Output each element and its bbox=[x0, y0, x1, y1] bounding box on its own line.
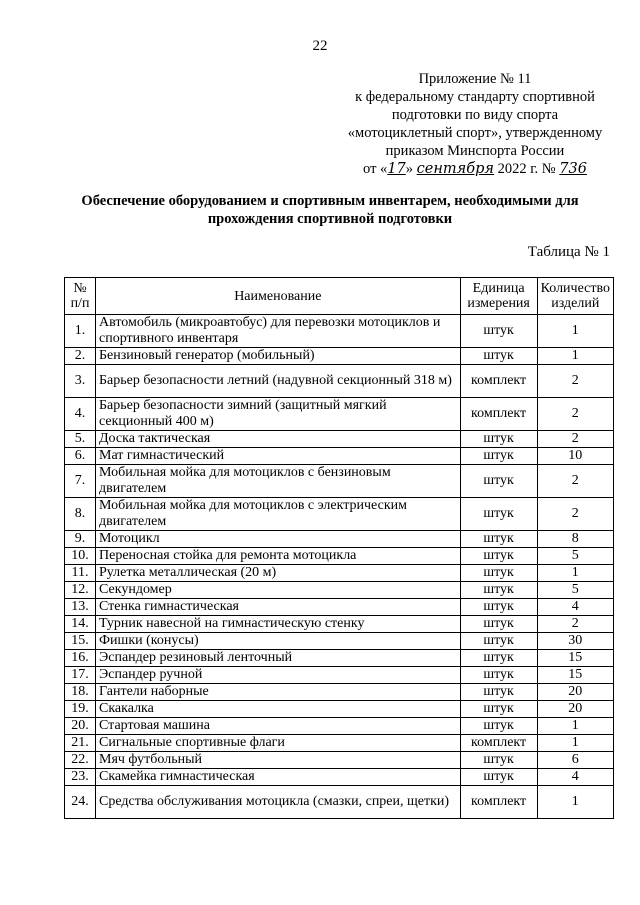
row-name: Автомобиль (микроавтобус) для перевозки мотоциклов и спортивного инвентаря bbox=[96, 315, 461, 348]
row-quantity: 2 bbox=[537, 616, 613, 633]
row-name: Рулетка металлическая (20 м) bbox=[96, 565, 461, 582]
table-row bbox=[65, 498, 614, 531]
row-unit: штук bbox=[460, 498, 537, 531]
row-unit: штук bbox=[460, 599, 537, 616]
row-quantity: 15 bbox=[537, 667, 613, 684]
table-row bbox=[65, 548, 614, 565]
table-row bbox=[65, 701, 614, 718]
table-row bbox=[65, 431, 614, 448]
row-quantity: 1 bbox=[537, 718, 613, 735]
row-quantity: 8 bbox=[537, 531, 613, 548]
row-quantity: 1 bbox=[537, 786, 613, 819]
row-number: 16. bbox=[65, 650, 96, 667]
row-number: 14. bbox=[65, 616, 96, 633]
table-row bbox=[65, 616, 614, 633]
row-quantity: 2 bbox=[537, 498, 613, 531]
table-body bbox=[65, 315, 614, 819]
table-label: Таблица № 1 bbox=[527, 244, 610, 260]
table-row bbox=[65, 348, 614, 365]
appendix-date-line bbox=[330, 160, 620, 178]
row-unit: штук bbox=[460, 448, 537, 465]
row-name: Барьер безопасности летний (надувной секционный 318 м) bbox=[96, 365, 461, 398]
appendix-number: Приложение № 11 bbox=[418, 71, 532, 87]
row-quantity: 1 bbox=[537, 315, 613, 348]
date-prefix: от « bbox=[363, 161, 388, 177]
row-unit: штук bbox=[460, 582, 537, 599]
row-number: 5. bbox=[65, 431, 96, 448]
table-row bbox=[65, 735, 614, 752]
row-number: 13. bbox=[65, 599, 96, 616]
row-quantity: 1 bbox=[537, 565, 613, 582]
row-quantity: 4 bbox=[537, 599, 613, 616]
header-qty: Количество изделий bbox=[537, 278, 613, 315]
row-unit: штук bbox=[460, 667, 537, 684]
row-name: Мат гимнастический bbox=[96, 448, 461, 465]
row-name: Стартовая машина bbox=[96, 718, 461, 735]
row-unit: комплект bbox=[460, 398, 537, 431]
row-unit: штук bbox=[460, 315, 537, 348]
row-name: Доска тактическая bbox=[96, 431, 461, 448]
row-quantity: 15 bbox=[537, 650, 613, 667]
row-unit: штук bbox=[460, 684, 537, 701]
appendix-block bbox=[330, 70, 620, 178]
row-number: 20. bbox=[65, 718, 96, 735]
table-header-row bbox=[65, 278, 614, 315]
row-quantity: 20 bbox=[537, 701, 613, 718]
row-number: 10. bbox=[65, 548, 96, 565]
table-row bbox=[65, 465, 614, 498]
row-name: Мотоцикл bbox=[96, 531, 461, 548]
row-unit: штук bbox=[460, 616, 537, 633]
page-number: 22 bbox=[312, 38, 328, 54]
row-unit: штук bbox=[460, 752, 537, 769]
row-number: 19. bbox=[65, 701, 96, 718]
table-row bbox=[65, 531, 614, 548]
table-row bbox=[65, 582, 614, 599]
table-row bbox=[65, 633, 614, 650]
row-name: Бензиновый генератор (мобильный) bbox=[96, 348, 461, 365]
table-row bbox=[65, 684, 614, 701]
row-number: 12. bbox=[65, 582, 96, 599]
row-quantity: 5 bbox=[537, 582, 613, 599]
table-row bbox=[65, 650, 614, 667]
row-quantity: 4 bbox=[537, 769, 613, 786]
row-unit: штук bbox=[460, 769, 537, 786]
row-name: Мобильная мойка для мотоциклов с бензиновым двигателем bbox=[96, 465, 461, 498]
appendix-sport: «мотоциклетный спорт», утвержденному bbox=[347, 125, 603, 141]
row-name: Мобильная мойка для мотоциклов с электрическим двигателем bbox=[96, 498, 461, 531]
table-row bbox=[65, 718, 614, 735]
table-row bbox=[65, 365, 614, 398]
row-unit: штук bbox=[460, 701, 537, 718]
row-name: Турник навесной на гимнастическую стенку bbox=[96, 616, 461, 633]
row-name: Стенка гимнастическая bbox=[96, 599, 461, 616]
table-row bbox=[65, 565, 614, 582]
header-unit: Единица измерения bbox=[460, 278, 537, 315]
row-quantity: 5 bbox=[537, 548, 613, 565]
date-year: 2022 г. № bbox=[497, 161, 556, 177]
row-name: Фишки (конусы) bbox=[96, 633, 461, 650]
row-number: 24. bbox=[65, 786, 96, 819]
row-unit: штук bbox=[460, 565, 537, 582]
date-month: сентября bbox=[416, 161, 494, 177]
row-name: Мяч футбольный bbox=[96, 752, 461, 769]
row-number: 22. bbox=[65, 752, 96, 769]
header-num: № п/п bbox=[65, 278, 96, 315]
table-row bbox=[65, 315, 614, 348]
table-row bbox=[65, 786, 614, 819]
row-unit: штук bbox=[460, 650, 537, 667]
row-number: 4. bbox=[65, 398, 96, 431]
row-quantity: 1 bbox=[537, 735, 613, 752]
table-row bbox=[65, 667, 614, 684]
row-number: 11. bbox=[65, 565, 96, 582]
row-unit: штук bbox=[460, 465, 537, 498]
row-name: Переносная стойка для ремонта мотоцикла bbox=[96, 548, 461, 565]
date-mid: » bbox=[405, 161, 414, 177]
row-number: 8. bbox=[65, 498, 96, 531]
row-number: 3. bbox=[65, 365, 96, 398]
table-row bbox=[65, 599, 614, 616]
row-name: Скамейка гимнастическая bbox=[96, 769, 461, 786]
row-unit: штук bbox=[460, 633, 537, 650]
row-unit: штук bbox=[460, 431, 537, 448]
row-quantity: 2 bbox=[537, 365, 613, 398]
row-quantity: 20 bbox=[537, 684, 613, 701]
header-name: Наименование bbox=[96, 278, 461, 315]
row-number: 18. bbox=[65, 684, 96, 701]
row-unit: комплект bbox=[460, 365, 537, 398]
row-quantity: 1 bbox=[537, 348, 613, 365]
row-number: 17. bbox=[65, 667, 96, 684]
row-name: Эспандер резиновый ленточный bbox=[96, 650, 461, 667]
row-name: Средства обслуживания мотоцикла (смазки, спреи, щетки) bbox=[96, 786, 461, 819]
row-name: Сигнальные спортивные флаги bbox=[96, 735, 461, 752]
row-number: 6. bbox=[65, 448, 96, 465]
row-unit: комплект bbox=[460, 735, 537, 752]
inventory-table bbox=[64, 277, 614, 819]
row-unit: комплект bbox=[460, 786, 537, 819]
row-number: 9. bbox=[65, 531, 96, 548]
document-title: Обеспечение оборудованием и спортивным инвентарем, необходимыми для прохождения спортивной подготовки bbox=[81, 193, 579, 227]
row-quantity: 2 bbox=[537, 431, 613, 448]
row-unit: штук bbox=[460, 348, 537, 365]
row-number: 23. bbox=[65, 769, 96, 786]
row-unit: штук bbox=[460, 531, 537, 548]
table-row bbox=[65, 752, 614, 769]
row-name: Гантели наборные bbox=[96, 684, 461, 701]
row-number: 21. bbox=[65, 735, 96, 752]
date-day: 17 bbox=[387, 161, 406, 177]
row-name: Секундомер bbox=[96, 582, 461, 599]
table-row bbox=[65, 769, 614, 786]
row-quantity: 2 bbox=[537, 398, 613, 431]
row-name: Эспандер ручной bbox=[96, 667, 461, 684]
appendix-standard: к федеральному стандарту спортивной bbox=[355, 89, 595, 105]
table-row bbox=[65, 398, 614, 431]
row-unit: штук bbox=[460, 548, 537, 565]
table-row bbox=[65, 448, 614, 465]
row-number: 15. bbox=[65, 633, 96, 650]
row-quantity: 6 bbox=[537, 752, 613, 769]
appendix-order: приказом Минспорта России bbox=[385, 143, 565, 159]
row-quantity: 10 bbox=[537, 448, 613, 465]
order-number: 736 bbox=[559, 161, 587, 177]
row-number: 7. bbox=[65, 465, 96, 498]
row-quantity: 2 bbox=[537, 465, 613, 498]
row-name: Скакалка bbox=[96, 701, 461, 718]
row-number: 2. bbox=[65, 348, 96, 365]
row-unit: штук bbox=[460, 718, 537, 735]
row-name: Барьер безопасности зимний (защитный мягкий секционный 400 м) bbox=[96, 398, 461, 431]
appendix-training: подготовки по виду спорта bbox=[391, 107, 559, 123]
row-quantity: 30 bbox=[537, 633, 613, 650]
row-number: 1. bbox=[65, 315, 96, 348]
